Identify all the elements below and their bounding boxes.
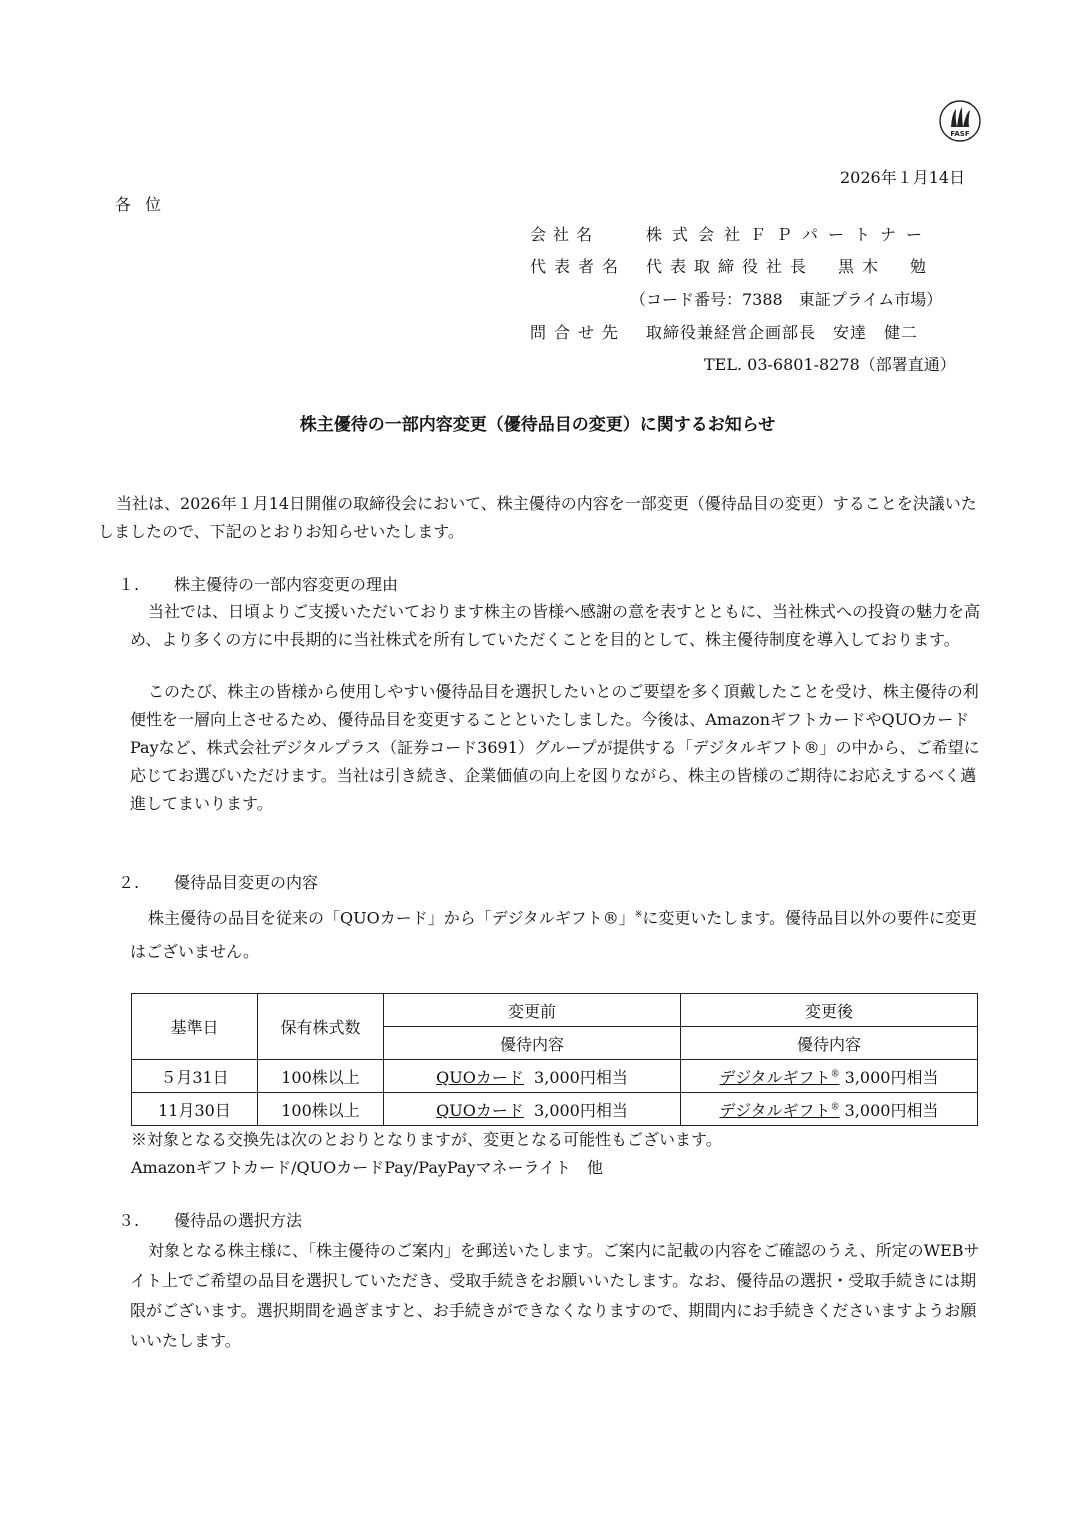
contact-label: 問合せ先 — [530, 323, 627, 342]
after-amount: 3,000円相当 — [844, 1100, 939, 1120]
benefit-table — [131, 993, 978, 1126]
section3-heading — [118, 1208, 302, 1231]
rep-row — [530, 254, 934, 277]
header-record-date: 基準日 — [132, 994, 258, 1060]
after-amount: 3,000円相当 — [844, 1067, 939, 1087]
section2-heading — [118, 870, 318, 893]
before-amount: 3,000円相当 — [534, 1100, 628, 1120]
table-row — [132, 1093, 978, 1126]
header-before-content: 優待内容 — [384, 1027, 681, 1060]
contact-row — [530, 320, 918, 343]
section3-title: 優待品の選択方法 — [174, 1211, 303, 1230]
cell-shares: 100株以上 — [258, 1093, 384, 1126]
issue-date: 2026年１月14日 — [840, 168, 966, 187]
company-label: 会社名 — [530, 225, 600, 244]
tel-line: TEL. 03-6801-8278（部署直通） — [704, 355, 956, 374]
cell-shares: 100株以上 — [258, 1060, 384, 1093]
section1-number: １. — [118, 575, 140, 594]
document-title: 株主優待の一部内容変更（優待品目の変更）に関するお知らせ — [299, 415, 776, 435]
company-row — [530, 222, 932, 245]
section1-paragraph-1: 当社では、日頃よりご支援いただいております株主の皆様へ感謝の意を表すとともに、当社株式への投資の魅力を高め、より多くの方に中長期的に当社株式を所有していただくことを目的として、株主優待制度を導入しております。 — [130, 602, 981, 649]
section2-text-b: に変更いたします。優待品目以外の要件に変更はございません。 — [130, 908, 978, 962]
logo-text: FASF — [950, 130, 970, 138]
section2-title: 優待品目変更の内容 — [174, 873, 319, 892]
section3-number: ３. — [118, 1211, 140, 1230]
cell-record-date: ５月31日 — [132, 1060, 258, 1093]
section2-number: ２. — [118, 873, 140, 892]
note-mark: ※ — [634, 910, 643, 920]
cell-record-date: 11月30日 — [132, 1093, 258, 1126]
contact-value: 取締役兼経営企画部長 安達 健二 — [646, 323, 919, 342]
table-note: ※対象となる交換先は次のとおりとなりますが、変更となる可能性もございます。 — [131, 1130, 722, 1149]
before-item: QUOカード — [436, 1100, 524, 1120]
rep-label: 代表者名 — [530, 257, 627, 276]
section1-heading — [118, 572, 398, 595]
section2-text-a: 株主優待の品目を従来の「QUOカード」から「デジタルギフト®」 — [148, 908, 635, 928]
lead-paragraph: 当社は、2026年１月14日開催の取締役会において、株主優待の内容を一部変更（優待品目の変更）することを決議いたしましたので、下記のとおりお知らせいたします。 — [98, 494, 977, 541]
header-before: 変更前 — [384, 994, 681, 1027]
exchange-options: Amazonギフトカード/QUOカードPay/PayPayマネーライト 他 — [131, 1158, 604, 1177]
section3-paragraph: 対象となる株主様に、「株主優待のご案内」を郵送いたします。ご案内に記載の内容をご確認のうえ、所定のWEBサイト上でご希望の品目を選択していただき、受取手続きをお願いいたします。なお、優待品の選択・受取手続きには期限がございます。選択期間を過ぎますと、お手続きができなくなりますので、期間内にお手続きくださいますようお願いいたします。 — [130, 1241, 980, 1350]
cell-after — [681, 1093, 978, 1126]
table-header-row — [132, 994, 978, 1027]
after-item: デジタルギフト® — [719, 1067, 840, 1087]
header-after-content: 優待内容 — [681, 1027, 978, 1060]
section2-paragraph — [130, 898, 980, 969]
cell-before — [384, 1060, 681, 1093]
header-after: 変更後 — [681, 994, 978, 1027]
before-amount: 3,000円相当 — [534, 1067, 628, 1087]
fasf-seal-icon — [938, 99, 982, 143]
header-shares: 保有株式数 — [258, 994, 384, 1060]
section1-paragraph-2: このたび、株主の皆様から使用しやすい優待品目を選択したいとのご要望を多く頂戴したことを受け、株主優待の利便性を一層向上させるため、優待品目を変更することといたしました。今後は、AmazonギフトカードやQUOカードPayなど、株式会社デジタルプラス（証券コード3691）グループが提供する「デジタルギフト®」の中から、ご希望に応じてお選びいただけます。当社は引き続き、企業価値の向上を図りながら、株主の皆様のご期待にお応えするべく邁進してまいります。 — [130, 682, 980, 813]
addressee: 各位 — [115, 195, 176, 214]
section1-title: 株主優待の一部内容変更の理由 — [174, 575, 399, 594]
cell-before — [384, 1093, 681, 1126]
rep-value: 代表取締役社長 黒木 勉 — [646, 257, 935, 276]
cell-after — [681, 1060, 978, 1093]
after-item: デジタルギフト® — [719, 1100, 840, 1120]
table-row — [132, 1060, 978, 1093]
before-item: QUOカード — [436, 1067, 524, 1087]
stock-code-line: （コード番号：7388 東証プライム市場） — [630, 290, 943, 309]
company-value: 株式会社ＦＰパートナー — [646, 225, 933, 244]
